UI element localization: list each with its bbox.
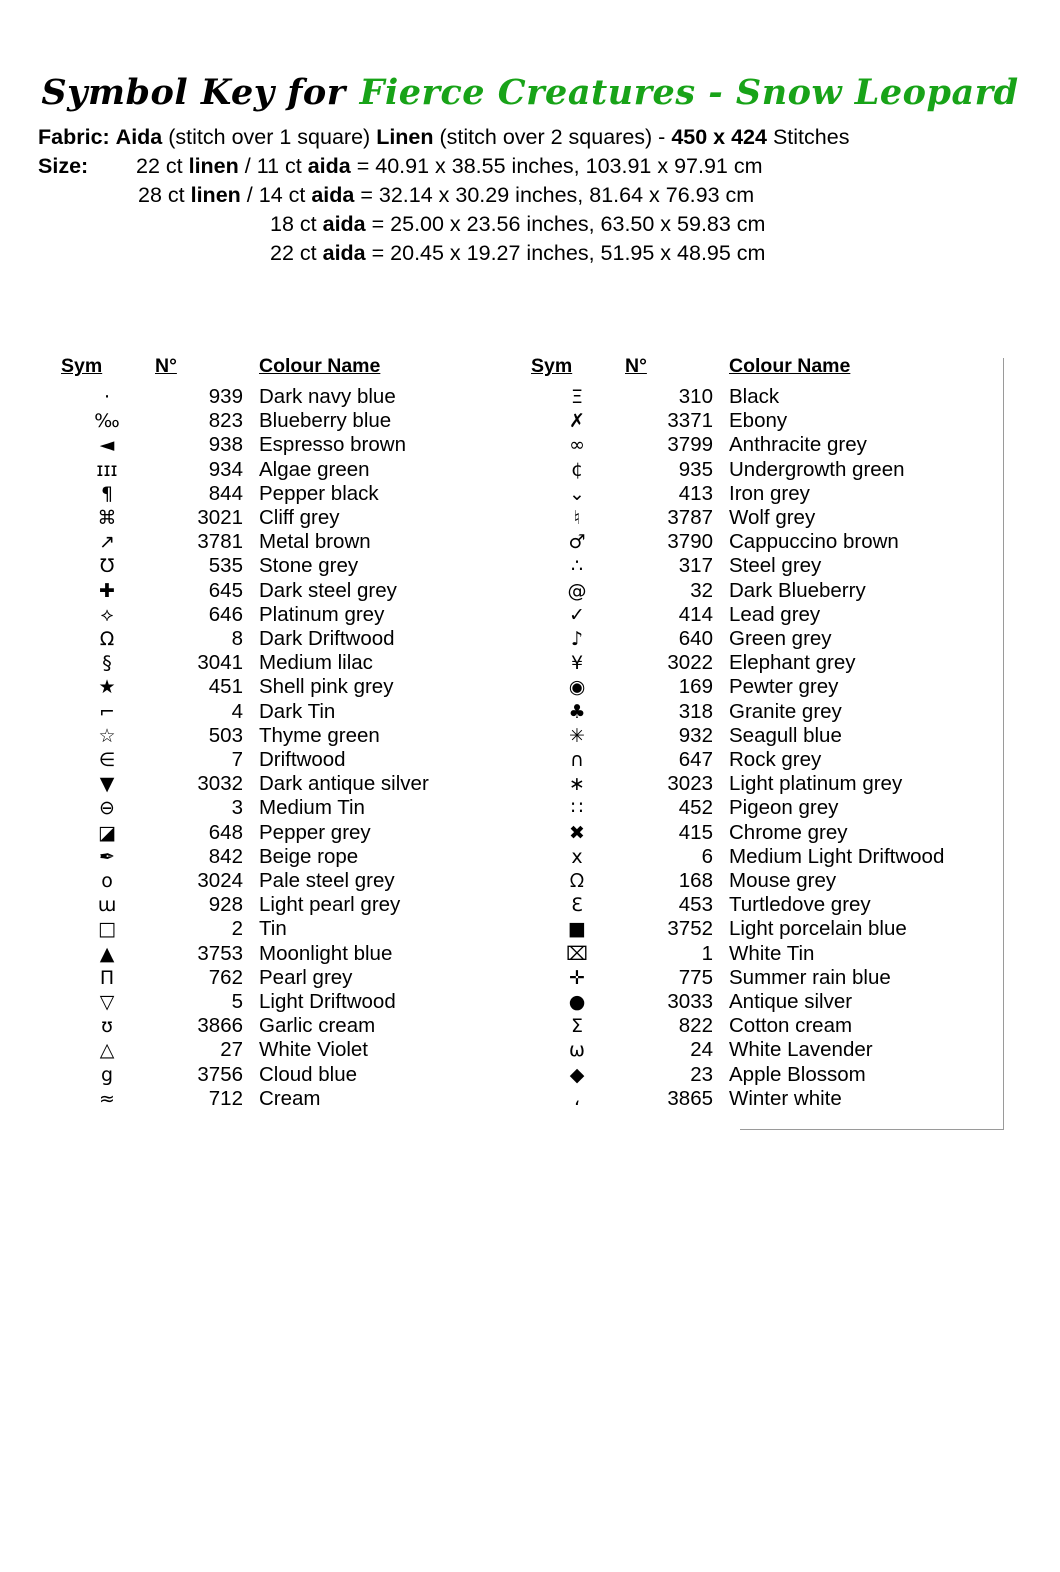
symbol-cell: ♂ [568, 531, 586, 554]
table-header-row [60, 354, 560, 385]
table-row [530, 796, 1030, 820]
number-cell: 647 [678, 748, 713, 772]
colour-name-cell: Dark steel grey [259, 578, 397, 602]
symbol-cell: ● [568, 991, 586, 1014]
aida-word: Aida [115, 125, 163, 149]
size-2-separator: / [246, 183, 253, 207]
colour-name-cell: Medium lilac [259, 651, 373, 675]
number-cell: 3865 [667, 1086, 713, 1110]
table-row [60, 966, 560, 990]
table-row [530, 990, 1030, 1014]
colour-name-cell: Pepper black [259, 481, 379, 505]
number-cell: 317 [678, 554, 713, 578]
symbol-cell: ◉ [568, 676, 586, 699]
symbol-cell: Ξ [570, 386, 583, 408]
fabric-label: Fabric: [38, 125, 110, 149]
symbol-cell: ✖ [569, 821, 585, 844]
table-row [530, 1014, 1030, 1038]
table-row [60, 893, 560, 917]
table-row [530, 482, 1030, 506]
number-cell: 7 [231, 748, 243, 772]
symbol-key-table-right [530, 354, 1030, 1111]
symbol-cell: ☆ [98, 724, 116, 747]
header-num: N° [625, 355, 647, 377]
size-3-aida-word: aida [322, 212, 366, 236]
symbol-cell: · [103, 386, 111, 408]
number-cell: 4 [231, 699, 243, 723]
fabric-line [38, 123, 1060, 152]
number-cell: 169 [678, 675, 713, 699]
table-row [530, 603, 1030, 627]
header-sym: Sym [61, 355, 103, 377]
number-cell: 3781 [197, 530, 243, 554]
symbol-cell: ◆ [569, 1063, 585, 1086]
symbol-cell: ✓ [569, 603, 585, 626]
number-cell: 3041 [197, 651, 243, 675]
symbol-cell: § [102, 652, 112, 675]
colour-name-cell: Winter white [729, 1086, 842, 1110]
size-2-measures: = 32.14 x 30.29 inches, 81.64 x 76.93 cm [360, 183, 755, 207]
colour-name-cell: Anthracite grey [729, 433, 867, 457]
table-row [60, 579, 560, 603]
number-cell: 414 [678, 602, 713, 626]
page-border-horizontal [740, 1129, 1004, 1130]
colour-name-cell: Wolf grey [729, 506, 816, 530]
symbol-cell: ▽ [99, 991, 115, 1014]
colour-name-cell: Iron grey [729, 481, 810, 505]
number-cell: 23 [690, 1062, 713, 1086]
colour-name-cell: Steel grey [729, 554, 822, 578]
symbol-cell: ⌄ [569, 482, 585, 505]
size-3-aida-count: 18 ct [270, 212, 317, 236]
colour-name-cell: Beige rope [259, 844, 359, 868]
colour-name-cell: Mouse grey [729, 869, 837, 893]
symbol-cell: Ɛ [571, 894, 583, 917]
colour-name-cell: Apple Blossom [729, 1062, 866, 1086]
number-cell: 932 [678, 723, 713, 747]
colour-name-cell: Cappuccino brown [729, 530, 899, 554]
number-cell: 3787 [667, 506, 713, 530]
colour-name-cell: White Tin [729, 941, 815, 965]
colour-name-cell: Lead grey [729, 602, 821, 626]
size-line-4 [38, 239, 1060, 268]
symbol-cell: ∞ [569, 434, 585, 457]
number-cell: 928 [208, 893, 243, 917]
symbol-cell: ↗ [99, 531, 115, 554]
symbol-cell: ✗ [569, 410, 585, 433]
colour-name-cell: Chrome grey [729, 820, 848, 844]
number-cell: 32 [690, 578, 713, 602]
number-cell: 3790 [667, 530, 713, 554]
colour-name-cell: Seagull blue [729, 723, 842, 747]
symbol-cell: △ [99, 1039, 115, 1062]
table-row [60, 482, 560, 506]
colour-name-cell: Dark antique silver [259, 772, 429, 796]
symbol-cell: ★ [98, 676, 116, 699]
number-cell: 3021 [197, 506, 243, 530]
symbol-cell: ✒ [99, 845, 115, 868]
colour-name-cell: Ebony [729, 409, 788, 433]
number-cell: 318 [678, 699, 713, 723]
symbol-cell: ∷ [570, 797, 584, 820]
number-cell: 646 [208, 602, 243, 626]
table-row [60, 409, 560, 433]
colour-name-cell: Dark navy blue [259, 385, 396, 408]
number-cell: 842 [208, 844, 243, 868]
colour-name-cell: Light Driftwood [259, 990, 396, 1014]
number-cell: 6 [701, 844, 713, 868]
table-row [60, 869, 560, 893]
symbol-cell: ∴ [570, 555, 584, 578]
table-row [60, 458, 560, 482]
table-row [530, 893, 1030, 917]
number-cell: 823 [208, 409, 243, 433]
table-row [530, 966, 1030, 990]
size-line-1 [38, 152, 1060, 181]
linen-note: (stitch over 2 squares) - [439, 125, 666, 149]
table-row [60, 433, 560, 457]
number-cell: 453 [678, 893, 713, 917]
table-row [60, 724, 560, 748]
number-cell: 3024 [197, 869, 243, 893]
table-row [530, 579, 1030, 603]
size-2-linen-count: 28 ct [138, 183, 185, 207]
symbol-cell: ∈ [98, 749, 116, 772]
colour-name-cell: Metal brown [259, 530, 371, 554]
number-cell: 3756 [197, 1062, 243, 1086]
number-cell: 451 [208, 675, 243, 699]
number-cell: 2 [231, 917, 243, 941]
table-row [60, 603, 560, 627]
symbol-cell: o [101, 870, 113, 893]
number-cell: 935 [678, 457, 713, 481]
number-cell: 3866 [197, 1014, 243, 1038]
symbol-cell: Π [99, 966, 115, 989]
size-1-linen-word: linen [188, 154, 239, 178]
table-row [60, 1063, 560, 1087]
symbol-cell: ⟡ [100, 603, 114, 626]
colour-name-cell: Pewter grey [729, 675, 839, 699]
colour-name-cell: Light pearl grey [259, 893, 401, 917]
table-row [60, 821, 560, 845]
number-cell: 5 [231, 990, 243, 1014]
table-row [60, 675, 560, 699]
symbol-cell: ◄ [99, 434, 115, 457]
colour-name-cell: Cream [259, 1086, 321, 1110]
number-cell: 3022 [667, 651, 713, 675]
size-2-aida-count: 14 ct [258, 183, 306, 207]
table-row [60, 651, 560, 675]
symbol-cell: @ [567, 579, 587, 602]
number-cell: 3752 [667, 917, 713, 941]
colour-name-cell: Green grey [729, 627, 832, 651]
table-row [60, 845, 560, 869]
number-cell: 934 [208, 457, 243, 481]
symbol-cell: Σ [570, 1015, 583, 1038]
symbol-cell: ¢ [570, 458, 584, 481]
table-row [530, 1038, 1030, 1062]
linen-word: Linen [376, 125, 434, 149]
size-1-linen-count: 22 ct [135, 154, 183, 178]
colour-name-cell: Medium Light Driftwood [729, 844, 945, 868]
size-1-separator: / [244, 154, 251, 178]
title-design-name: Fierce Creatures - Snow Leopard [359, 72, 1019, 113]
colour-name-cell: Cotton cream [729, 1014, 853, 1038]
colour-name-cell: Platinum grey [259, 602, 385, 626]
symbol-cell: Ω [99, 628, 115, 651]
table-row [60, 1038, 560, 1062]
colour-name-cell: Granite grey [729, 699, 842, 723]
number-cell: 3753 [197, 941, 243, 965]
symbol-cell: ⌐ [99, 700, 115, 723]
table-row [530, 554, 1030, 578]
size-1-aida-count: 11 ct [256, 154, 302, 178]
symbol-cell: ∩ [570, 749, 584, 772]
table-row [60, 796, 560, 820]
size-2-linen-word: linen [190, 183, 241, 207]
colour-name-cell: Cliff grey [259, 506, 340, 530]
table-row [60, 748, 560, 772]
colour-name-cell: Summer rain blue [729, 965, 891, 989]
symbol-key-table-left [60, 354, 560, 1111]
colour-name-cell: White Violet [259, 1038, 369, 1062]
symbol-cell: □ [98, 918, 116, 941]
colour-name-cell: Stone grey [259, 554, 359, 578]
symbol-cell: ‰ [94, 410, 120, 433]
table-row [530, 772, 1030, 796]
colour-name-cell: Antique silver [729, 990, 853, 1014]
table-row [530, 724, 1030, 748]
table-row [60, 385, 560, 409]
symbol-cell: ♪ [570, 628, 584, 651]
table-row [530, 506, 1030, 530]
number-cell: 640 [678, 627, 713, 651]
number-cell: 168 [678, 869, 713, 893]
colour-name-cell: Undergrowth green [729, 457, 905, 481]
symbol-cell: ♮ [573, 507, 581, 530]
symbol-cell: ⊖ [99, 797, 115, 820]
page-border-vertical [1003, 358, 1004, 1130]
size-label: Size: [38, 154, 89, 178]
colour-name-cell: Cloud blue [259, 1062, 358, 1086]
number-cell: 648 [208, 820, 243, 844]
size-3-measures: = 25.00 x 23.56 inches, 63.50 x 59.83 cm [371, 212, 766, 236]
size-4-measures: = 20.45 x 19.27 inches, 51.95 x 48.95 cm [371, 241, 766, 265]
colour-name-cell: Pigeon grey [729, 796, 839, 820]
number-cell: 775 [678, 965, 713, 989]
symbol-cell: ✚ [99, 579, 115, 602]
number-cell: 535 [208, 554, 243, 578]
number-cell: 712 [208, 1086, 243, 1110]
number-cell: 844 [208, 481, 243, 505]
number-cell: 3033 [667, 990, 713, 1014]
table-row [530, 1063, 1030, 1087]
symbol-cell: ℧ [99, 555, 115, 578]
colour-name-cell: Light platinum grey [729, 772, 903, 796]
number-cell: 762 [208, 965, 243, 989]
number-cell: 3371 [667, 409, 713, 433]
table-row [530, 942, 1030, 966]
colour-name-cell: Pearl grey [259, 965, 353, 989]
number-cell: 3799 [667, 433, 713, 457]
table-header-row [530, 354, 1030, 385]
symbol-cell: ▼ [99, 773, 115, 796]
table-row [60, 506, 560, 530]
number-cell: 3023 [667, 772, 713, 796]
table-row [530, 845, 1030, 869]
symbol-cell: ∗ [569, 773, 585, 796]
symbol-cell: ɪɪɪ [96, 458, 118, 481]
stitches-word: Stitches [772, 125, 850, 149]
table-row [60, 530, 560, 554]
stitch-count: 450 x 424 [671, 125, 767, 149]
colour-name-cell: Moonlight blue [259, 941, 393, 965]
symbol-cell: ⌧ [566, 942, 588, 965]
table-row [60, 554, 560, 578]
colour-name-cell: Driftwood [259, 748, 346, 772]
fabric-info-block [0, 123, 1060, 268]
table-row [530, 821, 1030, 845]
colour-name-cell: Black [729, 385, 780, 408]
symbol-cell: ᘯ [569, 870, 585, 893]
colour-name-cell: Pale steel grey [259, 869, 395, 893]
header-num: N° [155, 355, 177, 377]
colour-name-cell: Shell pink grey [259, 675, 394, 699]
number-cell: 413 [678, 481, 713, 505]
colour-name-cell: Dark Tin [259, 699, 336, 723]
header-colour-name: Colour Name [729, 355, 851, 377]
number-cell: 1 [701, 941, 713, 965]
colour-name-cell: Turtledove grey [729, 893, 871, 917]
number-cell: 822 [678, 1014, 713, 1038]
page-title [0, 72, 1060, 113]
size-1-aida-word: aida [307, 154, 351, 178]
size-line-2 [38, 181, 1060, 210]
symbol-cell: ʊ [101, 1015, 113, 1038]
table-row [60, 990, 560, 1014]
colour-name-cell: Blueberry blue [259, 409, 392, 433]
table-row [530, 385, 1030, 409]
number-cell: 3 [231, 796, 243, 820]
symbol-cell: g [100, 1063, 114, 1086]
size-line-3 [38, 210, 1060, 239]
colour-name-cell: Light porcelain blue [729, 917, 907, 941]
table-row [60, 917, 560, 941]
colour-name-cell: Rock grey [729, 748, 822, 772]
colour-name-cell: Tin [259, 917, 287, 941]
number-cell: 27 [220, 1038, 243, 1062]
table-row [530, 675, 1030, 699]
table-row [60, 772, 560, 796]
number-cell: 938 [208, 433, 243, 457]
table-row [530, 869, 1030, 893]
size-4-aida-count: 22 ct [270, 241, 317, 265]
table-row [530, 409, 1030, 433]
header-colour-name: Colour Name [259, 355, 381, 377]
colour-name-cell: Espresso brown [259, 433, 406, 457]
table-row [60, 700, 560, 724]
number-cell: 503 [208, 723, 243, 747]
symbol-cell: ✳ [569, 724, 585, 747]
aida-note: (stitch over 1 square) [168, 125, 371, 149]
table-row [530, 627, 1030, 651]
number-cell: 24 [690, 1038, 713, 1062]
symbol-cell: ω [569, 1039, 585, 1062]
table-row [530, 700, 1030, 724]
table-row [60, 1087, 560, 1111]
table-row [530, 433, 1030, 457]
symbol-cell: ◪ [98, 821, 116, 844]
size-1-measures: = 40.91 x 38.55 inches, 103.91 x 97.91 cm [356, 154, 763, 178]
number-cell: 310 [678, 385, 713, 408]
symbol-cell: ≈ [99, 1087, 115, 1110]
colour-name-cell: Elephant grey [729, 651, 856, 675]
number-cell: 415 [678, 820, 713, 844]
header-sym: Sym [531, 355, 573, 377]
colour-name-cell: White Lavender [729, 1038, 873, 1062]
colour-name-cell: Medium Tin [259, 796, 365, 820]
table-row [530, 917, 1030, 941]
symbol-cell: ¶ [100, 482, 114, 505]
number-cell: 452 [678, 796, 713, 820]
colour-name-cell: Dark Blueberry [729, 578, 866, 602]
symbol-cell: ɯ [97, 894, 117, 917]
colour-name-cell: Algae green [259, 457, 370, 481]
symbol-cell: ⌘ [97, 507, 117, 530]
table-row [530, 530, 1030, 554]
size-4-aida-word: aida [322, 241, 366, 265]
symbol-cell: ▲ [99, 942, 115, 965]
colour-name-cell: Dark Driftwood [259, 627, 395, 651]
size-2-aida-word: aida [311, 183, 355, 207]
symbol-cell: ، [573, 1087, 581, 1110]
table-row [530, 1087, 1030, 1111]
number-cell: 645 [208, 578, 243, 602]
number-cell: 3032 [197, 772, 243, 796]
number-cell: 8 [231, 627, 243, 651]
symbol-cell: ✛ [569, 966, 585, 989]
symbol-cell: ■ [568, 918, 586, 941]
table-row [60, 942, 560, 966]
symbol-cell: x [571, 845, 583, 868]
symbol-cell: ♣ [568, 700, 586, 723]
colour-name-cell: Thyme green [259, 723, 380, 747]
table-row [530, 748, 1030, 772]
symbol-cell: ¥ [570, 652, 584, 675]
number-cell: 939 [208, 385, 243, 408]
colour-name-cell: Garlic cream [259, 1014, 376, 1038]
colour-name-cell: Pepper grey [259, 820, 371, 844]
table-row [60, 1014, 560, 1038]
title-prefix: Symbol Key for [41, 72, 346, 113]
table-row [60, 627, 560, 651]
table-row [530, 458, 1030, 482]
document-page [0, 72, 1060, 1572]
table-row [530, 651, 1030, 675]
